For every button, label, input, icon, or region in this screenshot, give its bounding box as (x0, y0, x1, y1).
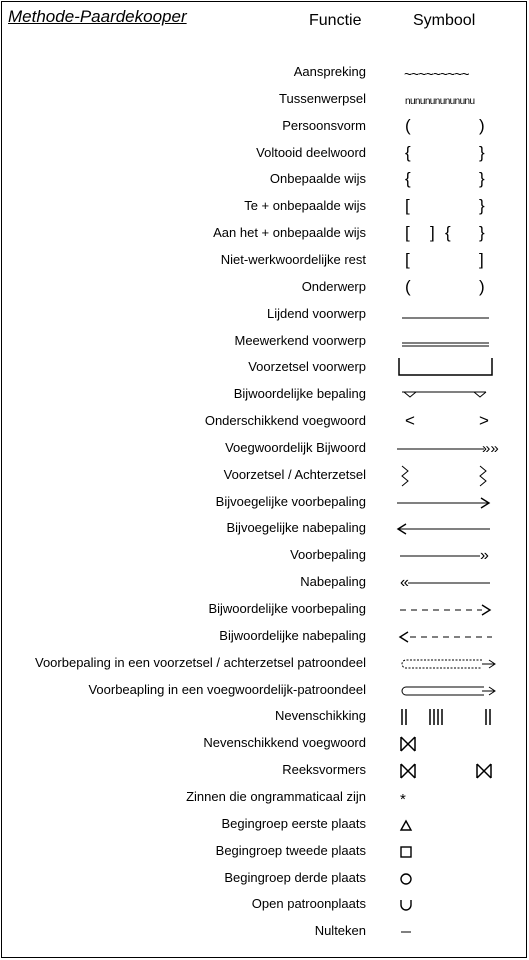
open-bracket-glyph: [ (405, 196, 410, 216)
legend-row (0, 275, 529, 301)
vertical-bars-symbol (394, 704, 502, 730)
open-bracket-glyph: { (405, 142, 411, 162)
legend-row (0, 919, 529, 945)
legend-row (0, 167, 529, 193)
function-label: Onderschikkend voegwoord (204, 413, 366, 429)
line-double-chevron-right-symbol (394, 543, 502, 569)
legend-row (0, 624, 529, 650)
legend-row (0, 114, 529, 140)
legend-row (0, 490, 529, 516)
round-brackets-symbol (394, 114, 502, 140)
triangle-symbol (394, 812, 502, 838)
curly-brackets-symbol (394, 141, 502, 167)
legend-row (0, 597, 529, 623)
function-label: Begingroep eerste plaats (221, 815, 366, 831)
open-bracket-glyph: { (405, 169, 411, 189)
legend-row (0, 758, 529, 784)
function-label: Onbepaalde wijs (269, 171, 366, 187)
legend-row (0, 436, 529, 462)
function-label: Begingroep tweede plaats (215, 842, 366, 858)
tilde-wave-symbol (394, 60, 502, 86)
round-brackets-symbol (394, 275, 502, 301)
function-label: Meewerkend voorwerp (234, 332, 366, 348)
legend-row (0, 302, 529, 328)
function-label: Bijvoegelijke nabepaling (226, 520, 366, 536)
open-bracket-glyph: ( (405, 276, 411, 296)
asterisk-symbol (394, 785, 502, 811)
legend-row (0, 87, 529, 113)
chevron-glyph: » (480, 547, 489, 565)
open-bracket-glyph: [ (405, 249, 410, 269)
open-bracket-glyph: < (405, 411, 415, 431)
bowtie-x-pair-symbol (394, 758, 502, 784)
page-title: Methode-Paardekooper (8, 7, 187, 26)
function-label: Voegwoordelijk Bijwoord (225, 439, 366, 455)
legend-row (0, 60, 529, 86)
function-label: Onderwerp (301, 278, 366, 294)
double-underline-symbol (394, 329, 502, 355)
close-bracket-glyph: } (479, 196, 485, 216)
function-label: Voorbepaling in een voorzetsel / achterzetsel patroondeel (35, 654, 366, 670)
function-label: Aan het + onbepaalde wijs (213, 225, 366, 241)
function-label: Reeksvormers (282, 762, 366, 778)
open-bracket-glyph: ( (405, 115, 411, 135)
function-label: Te + onbepaalde wijs (244, 198, 366, 214)
legend-row (0, 141, 529, 167)
legend-row (0, 463, 529, 489)
legend-row (0, 543, 529, 569)
function-label: Nabepaling (300, 574, 366, 590)
function-label: Nevenschikkend voegwoord (203, 735, 366, 751)
legend-row (0, 382, 529, 408)
legend-row (0, 839, 529, 865)
dotted-tube-arrow-symbol (394, 651, 502, 677)
small-n-wave-symbol (394, 87, 502, 113)
dashed-arrow-right-symbol (394, 597, 502, 623)
legend-row (0, 866, 529, 892)
function-label: Bijwoordelijke nabepaling (219, 627, 366, 643)
legend-row (0, 221, 529, 247)
close-bracket-glyph: ) (479, 276, 485, 296)
close-bracket-glyph: } (479, 142, 485, 162)
n-wave-glyph: nununununununu (405, 95, 475, 107)
close-bracket-glyph: ] (479, 249, 484, 269)
tilde-wave-glyph: ~~~~~~~~~ (404, 66, 469, 82)
function-label: Voorbeapling in een voegwoordelijk-patroondeel (88, 681, 366, 697)
function-label: Zinnen die ongrammaticaal zijn (186, 788, 366, 804)
function-label: Voltooid deelwoord (256, 144, 366, 160)
function-label: Bijwoordelijke bepaling (233, 386, 366, 402)
angle-brackets-symbol (394, 409, 502, 435)
close-bracket-glyph: > (479, 411, 489, 431)
function-label: Open patroonplaats (251, 896, 366, 912)
function-label: Voorbepaling (290, 547, 366, 563)
square-symbol (394, 839, 502, 865)
chevron-glyph: »» (482, 439, 499, 457)
function-label: Persoonsvorm (282, 117, 366, 133)
bracket-glyph: } (479, 223, 485, 243)
legend-row (0, 355, 529, 381)
legend-row (0, 892, 529, 918)
function-label: Aanspreking (293, 64, 366, 79)
function-label: Niet-werkwoordelijke rest (220, 251, 366, 267)
dashed-arrow-left-symbol (394, 624, 502, 650)
bracket-glyph: ] (430, 223, 435, 243)
asterisk-glyph: * (400, 790, 406, 808)
function-label: Nulteken (314, 923, 366, 939)
close-bracket-glyph: ) (479, 115, 485, 135)
open-box-underline-symbol (394, 355, 502, 381)
zigzag-pair-symbol (394, 463, 502, 489)
legend-row (0, 570, 529, 596)
arrow-right-symbol (394, 490, 502, 516)
legend-row (0, 731, 529, 757)
curly-brackets-symbol (394, 167, 502, 193)
bracket-glyph: { (445, 223, 451, 243)
function-label: Voorzetsel voorwerp (248, 359, 366, 375)
legend-row (0, 651, 529, 677)
legend-row (0, 248, 529, 274)
arrow-left-symbol (394, 516, 502, 542)
legend-row (0, 704, 529, 730)
function-label: Voorzetsel / Achterzetsel (223, 466, 366, 482)
cup-symbol (394, 892, 502, 918)
column-header-function: Functie (309, 12, 362, 29)
function-label: Begingroep derde plaats (224, 869, 366, 885)
square-square-curly-curly-symbol (394, 221, 502, 247)
circle-symbol (394, 866, 502, 892)
legend-row (0, 812, 529, 838)
function-label: Bijvoegelijke voorbepaling (215, 493, 366, 509)
bracket-glyph: [ (405, 223, 410, 243)
column-header-symbol: Symbool (413, 12, 476, 29)
line-triple-chevron-symbol (394, 436, 502, 462)
legend-row (0, 329, 529, 355)
bowtie-x-symbol (394, 731, 502, 757)
function-label: Bijwoordelijke voorbepaling (208, 601, 366, 616)
chevron-glyph: « (400, 574, 409, 592)
short-dash-symbol (394, 919, 502, 945)
close-bracket-glyph: } (479, 169, 485, 189)
legend-row (0, 678, 529, 704)
line-with-triangles-symbol (394, 382, 502, 408)
single-underline-symbol (394, 302, 502, 328)
function-label: Nevenschikking (274, 708, 366, 724)
legend-row (0, 194, 529, 220)
legend-row (0, 785, 529, 811)
function-label: Tussenwerpsel (279, 90, 366, 106)
square-curly-brackets-symbol (394, 194, 502, 220)
legend-row (0, 409, 529, 435)
double-chevron-left-line-symbol (394, 570, 502, 596)
tube-arrow-symbol (394, 678, 502, 704)
legend-row (0, 516, 529, 542)
square-brackets-symbol (394, 248, 502, 274)
function-label: Lijdend voorwerp (266, 305, 366, 321)
